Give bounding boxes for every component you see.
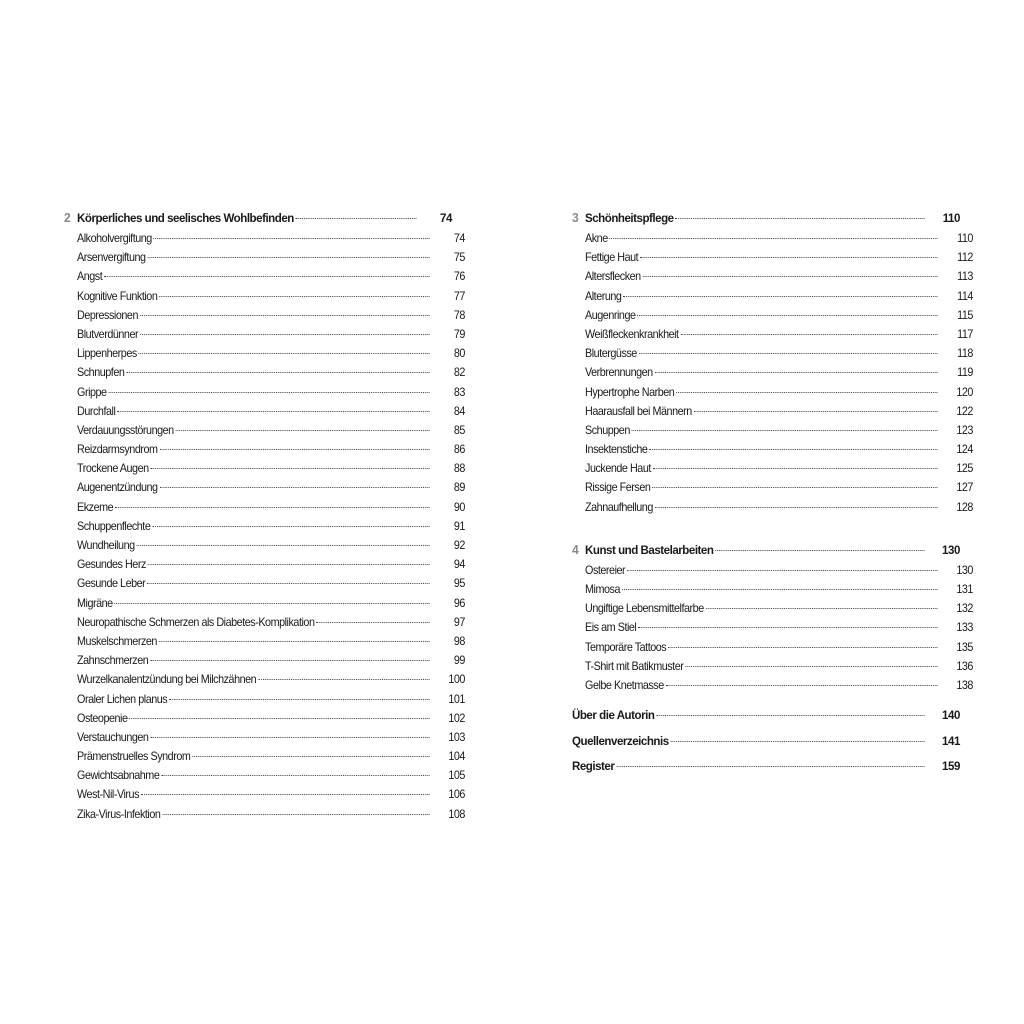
dot-leader xyxy=(154,238,430,239)
page-number: 115 xyxy=(957,308,973,322)
entry-label: Gesundes Herz xyxy=(77,558,146,572)
entry-label: West-Nil-Virus xyxy=(77,788,140,802)
toc-entry[interactable] xyxy=(572,421,973,440)
toc-entry[interactable] xyxy=(572,599,973,618)
page-number: 89 xyxy=(453,481,465,495)
dot-leader xyxy=(159,449,429,450)
toc-entry[interactable] xyxy=(64,517,465,536)
page-number: 130 xyxy=(942,542,960,557)
dot-leader xyxy=(627,570,938,571)
page-number: 91 xyxy=(453,519,465,533)
page-number: 75 xyxy=(453,251,465,265)
toc-section-3 xyxy=(572,206,973,517)
page-number: 92 xyxy=(453,539,465,552)
dot-leader xyxy=(140,334,430,335)
entry-label: Hypertrophe Narben xyxy=(585,385,675,399)
dot-leader xyxy=(176,430,430,431)
entry-label: Angst xyxy=(77,270,103,284)
dot-leader xyxy=(117,411,429,412)
entry-label: Alterung xyxy=(585,289,622,303)
toc-back-matter-list xyxy=(572,703,960,780)
toc-entry[interactable] xyxy=(64,287,465,306)
page-number: 123 xyxy=(956,423,973,437)
section-title: Kunst und Bastelarbeiten xyxy=(585,542,714,557)
dot-leader xyxy=(715,550,924,551)
entry-label: Verstauchungen xyxy=(77,730,149,744)
page-number: 85 xyxy=(453,423,465,437)
page-number: 83 xyxy=(453,385,465,399)
dot-leader xyxy=(643,276,938,277)
entry-label: Oraler Lichen planus xyxy=(77,692,168,706)
toc-entry[interactable] xyxy=(64,785,465,804)
entry-label: Schnupfen xyxy=(77,366,125,380)
page-number: 159 xyxy=(942,759,960,774)
toc-entry[interactable] xyxy=(64,613,465,632)
page-number: 122 xyxy=(956,404,973,418)
page-number: 103 xyxy=(448,730,465,744)
page-number: 118 xyxy=(957,347,973,361)
page-number: 102 xyxy=(448,711,465,725)
entry-label: Haarausfall bei Männern xyxy=(585,404,692,418)
toc-entry[interactable] xyxy=(572,459,973,478)
toc-back-matter-item[interactable] xyxy=(572,729,960,755)
toc-entry[interactable] xyxy=(572,383,973,402)
toc-entry[interactable] xyxy=(64,440,465,459)
toc-entry[interactable] xyxy=(64,325,465,344)
entry-label: Augenentzündung xyxy=(77,481,158,495)
toc-entry[interactable] xyxy=(572,580,973,599)
page-number: 140 xyxy=(942,708,960,723)
entry-label: Muskelschmerzen xyxy=(77,634,157,648)
dot-leader xyxy=(148,564,430,565)
page-number: 120 xyxy=(956,385,973,399)
entry-label: Durchfall xyxy=(77,404,116,418)
entry-label: Eis am Stiel xyxy=(585,621,637,635)
toc-section-heading[interactable] xyxy=(572,538,960,561)
page-number: 124 xyxy=(956,443,973,457)
page-number: 96 xyxy=(453,596,465,610)
entry-label: Ungiftige Lebensmittelfarbe xyxy=(585,602,704,616)
dot-leader xyxy=(640,257,938,258)
page-number: 77 xyxy=(453,289,465,303)
page-number: 125 xyxy=(956,462,973,476)
page-number: 138 xyxy=(956,678,973,692)
page-number: 76 xyxy=(453,270,465,284)
toc-entry[interactable] xyxy=(64,766,465,785)
page-number: 90 xyxy=(453,500,465,514)
page-number: 114 xyxy=(957,289,973,303)
dot-leader xyxy=(115,507,430,508)
entry-label: Osteopenie xyxy=(77,711,128,725)
toc-entry[interactable] xyxy=(64,555,465,574)
entry-label: Alkoholvergiftung xyxy=(77,232,152,245)
toc-entry[interactable] xyxy=(572,248,973,267)
toc-entry[interactable] xyxy=(64,690,465,709)
section-title: Körperliches und seelisches Wohlbefinden xyxy=(77,211,294,225)
page-number: 100 xyxy=(448,673,465,687)
toc-entry[interactable] xyxy=(64,670,465,689)
page-number: 74 xyxy=(453,232,465,245)
dot-leader xyxy=(159,487,429,488)
dot-leader xyxy=(129,718,429,719)
entry-label: Zika-Virus-Infektion xyxy=(77,807,161,821)
entry-label: Mimosa xyxy=(585,583,620,596)
dot-leader xyxy=(192,756,429,757)
toc-back-matter-item[interactable] xyxy=(572,703,960,729)
dot-leader xyxy=(147,257,429,258)
toc-entry[interactable] xyxy=(64,536,465,555)
dot-leader xyxy=(656,715,924,716)
dot-leader xyxy=(610,238,938,239)
dot-leader xyxy=(151,468,430,469)
toc-entry[interactable] xyxy=(64,709,465,728)
page-number: 136 xyxy=(956,659,973,673)
toc-entry[interactable] xyxy=(64,478,465,497)
dot-leader xyxy=(150,737,429,738)
toc-entry[interactable] xyxy=(64,574,465,593)
toc-entry[interactable] xyxy=(64,459,465,478)
entry-label: Juckende Haut xyxy=(585,462,651,476)
entry-label: Quellenverzeichnis xyxy=(572,733,669,748)
entry-label: Neuropathische Schmerzen als Diabetes-Komplikation xyxy=(77,615,315,629)
toc-entry[interactable] xyxy=(64,728,465,747)
toc-entry-list xyxy=(64,229,465,824)
entry-label: Wurzelkanalentzündung bei Milchzähnen xyxy=(77,673,257,687)
page-number: 132 xyxy=(956,602,973,616)
dot-leader xyxy=(150,660,429,661)
page-number: 130 xyxy=(956,563,973,577)
toc-entry[interactable] xyxy=(64,747,465,766)
toc-entry[interactable] xyxy=(572,618,973,637)
dot-leader xyxy=(638,627,937,628)
dot-leader xyxy=(152,526,429,527)
dot-leader xyxy=(161,775,429,776)
dot-leader xyxy=(258,679,429,680)
entry-label: Wundheilung xyxy=(77,539,135,552)
section-title: Schönheitspflege xyxy=(585,211,674,225)
page-number: 119 xyxy=(957,366,973,380)
section-number: 3 xyxy=(572,210,579,225)
dot-leader xyxy=(147,583,429,584)
page-number: 104 xyxy=(448,750,465,764)
toc-entry[interactable] xyxy=(572,561,973,580)
dot-leader xyxy=(296,218,417,219)
entry-label: Rissige Fersen xyxy=(585,481,651,495)
entry-label: Schuppen xyxy=(585,423,630,437)
entry-label: Migräne xyxy=(77,596,113,610)
dot-leader xyxy=(652,487,937,488)
page-number: 101 xyxy=(448,692,465,706)
page-number: 105 xyxy=(448,769,465,783)
toc-entry[interactable] xyxy=(64,344,465,363)
dot-leader xyxy=(671,741,925,742)
page-number: 127 xyxy=(956,481,973,495)
page-number: 82 xyxy=(453,366,465,380)
entry-label: Insektenstiche xyxy=(585,443,648,457)
dot-leader xyxy=(655,507,938,508)
entry-label: Fettige Haut xyxy=(585,251,639,265)
entry-label: Kognitive Funktion xyxy=(77,289,158,303)
toc-section-heading[interactable] xyxy=(64,206,452,229)
page-number: 133 xyxy=(956,621,973,635)
page-number: 84 xyxy=(453,404,465,418)
toc-entry[interactable] xyxy=(572,229,973,248)
toc-entry[interactable] xyxy=(64,248,465,267)
toc-entry[interactable] xyxy=(64,594,465,613)
entry-label: Schuppenflechte xyxy=(77,519,151,533)
toc-entry[interactable] xyxy=(64,229,465,248)
toc-entry[interactable] xyxy=(64,306,465,325)
toc-entry[interactable] xyxy=(572,267,973,286)
dot-leader xyxy=(680,334,937,335)
dot-leader xyxy=(162,814,429,815)
page-number: 110 xyxy=(957,232,973,245)
entry-label: T-Shirt mit Batikmuster xyxy=(585,659,684,673)
dot-leader xyxy=(115,603,430,604)
page-number: 74 xyxy=(439,211,452,225)
page-number: 79 xyxy=(453,327,465,341)
page-number: 110 xyxy=(942,211,960,225)
toc-entry[interactable] xyxy=(64,632,465,651)
page-number: 128 xyxy=(956,500,973,514)
toc-entry[interactable] xyxy=(64,651,465,670)
toc-entry[interactable] xyxy=(64,421,465,440)
section-number: 4 xyxy=(572,541,579,557)
dot-leader xyxy=(685,666,937,667)
entry-label: Verdauungsstörungen xyxy=(77,423,174,437)
dot-leader xyxy=(104,276,429,277)
dot-leader xyxy=(649,449,937,450)
toc-section-heading[interactable] xyxy=(572,206,960,229)
toc-back-matter-item[interactable] xyxy=(572,754,960,780)
toc-entry[interactable] xyxy=(572,478,973,497)
entry-label: Grippe xyxy=(77,385,107,399)
page-number: 88 xyxy=(453,462,465,476)
toc-entry[interactable] xyxy=(64,402,465,421)
toc-right-column xyxy=(572,206,973,780)
page-number: 78 xyxy=(453,308,465,322)
page-number: 98 xyxy=(453,634,465,648)
page-number: 106 xyxy=(448,788,465,802)
dot-leader xyxy=(159,641,430,642)
page-number: 112 xyxy=(957,251,973,265)
entry-label: Zahnaufhellung xyxy=(585,500,653,514)
entry-label: Weißfleckenkrankheit xyxy=(585,327,679,341)
entry-label: Gewichtsabnahme xyxy=(77,769,160,783)
dot-leader xyxy=(108,392,429,393)
dot-leader xyxy=(637,315,937,316)
page-number: 108 xyxy=(448,807,465,821)
toc-entry[interactable] xyxy=(64,383,465,402)
page-number: 135 xyxy=(956,640,973,654)
entry-label: Ostereier xyxy=(585,563,626,577)
dot-leader xyxy=(653,468,938,469)
entry-label: Depressionen xyxy=(77,308,138,322)
toc-entry[interactable] xyxy=(572,498,973,517)
dot-leader xyxy=(639,353,938,354)
toc-entry[interactable] xyxy=(572,657,973,676)
page-number: 97 xyxy=(453,615,465,629)
section-number: 2 xyxy=(64,210,71,225)
dot-leader xyxy=(623,296,937,297)
dot-leader xyxy=(632,430,938,431)
toc-section-2 xyxy=(64,206,465,824)
dot-leader xyxy=(668,647,937,648)
dot-leader xyxy=(159,296,429,297)
entry-label: Augenringe xyxy=(585,308,636,322)
toc-section-4 xyxy=(572,538,973,695)
toc-entry[interactable] xyxy=(572,287,973,306)
toc-left-column xyxy=(64,206,465,824)
dot-leader xyxy=(139,353,430,354)
dot-leader xyxy=(140,315,430,316)
dot-leader xyxy=(169,699,430,700)
page-number: 95 xyxy=(453,577,465,591)
dot-leader xyxy=(622,589,938,590)
dot-leader xyxy=(694,411,938,412)
entry-label: Blutverdünner xyxy=(77,327,139,341)
entry-label: Akne xyxy=(585,232,608,245)
entry-label: Altersflecken xyxy=(585,270,641,284)
toc-entry[interactable] xyxy=(572,306,973,325)
toc-entry[interactable] xyxy=(64,267,465,286)
dot-leader xyxy=(706,608,938,609)
page-number: 141 xyxy=(942,733,960,748)
toc-entry-list xyxy=(572,561,973,695)
page-number: 99 xyxy=(453,654,465,668)
entry-label: Über die Autorin xyxy=(572,708,655,723)
toc-entry[interactable] xyxy=(572,402,973,421)
toc-entry[interactable] xyxy=(64,805,465,824)
entry-label: Verbrennungen xyxy=(585,366,653,380)
dot-leader xyxy=(676,392,937,393)
toc-entry[interactable] xyxy=(572,440,973,459)
dot-leader xyxy=(126,372,429,373)
entry-label: Gesunde Leber xyxy=(77,577,146,591)
toc-back-matter xyxy=(572,703,960,780)
entry-label: Lippenherpes xyxy=(77,347,137,361)
dot-leader xyxy=(666,685,938,686)
dot-leader xyxy=(316,622,429,623)
page-number: 117 xyxy=(957,327,973,341)
toc-entry[interactable] xyxy=(64,363,465,382)
entry-label: Arsenvergiftung xyxy=(77,251,146,265)
toc-entry[interactable] xyxy=(572,638,973,657)
entry-label: Blutergüsse xyxy=(585,347,637,361)
page-number: 113 xyxy=(957,270,973,284)
entry-label: Ekzeme xyxy=(77,500,114,514)
entry-label: Reizdarmsyndrom xyxy=(77,443,158,457)
toc-entry[interactable] xyxy=(572,344,973,363)
page-number: 80 xyxy=(453,347,465,361)
toc-entry[interactable] xyxy=(64,498,465,517)
entry-label: Prämenstruelles Syndrom xyxy=(77,750,191,764)
toc-entry[interactable] xyxy=(572,325,973,344)
entry-label: Gelbe Knetmasse xyxy=(585,678,664,692)
dot-leader xyxy=(141,794,430,795)
toc-entry[interactable] xyxy=(572,363,973,382)
page-number: 86 xyxy=(453,443,465,457)
page-number: 94 xyxy=(453,558,465,572)
entry-label: Temporäre Tattoos xyxy=(585,640,667,654)
dot-leader xyxy=(675,218,924,219)
entry-label: Zahnschmerzen xyxy=(77,654,149,668)
dot-leader xyxy=(616,766,924,767)
dot-leader xyxy=(137,545,430,546)
entry-label: Register xyxy=(572,759,615,774)
entry-label: Trockene Augen xyxy=(77,462,149,476)
toc-entry[interactable] xyxy=(572,676,973,695)
toc-entry-list xyxy=(572,229,973,517)
dot-leader xyxy=(655,372,938,373)
page-number: 131 xyxy=(956,583,973,596)
